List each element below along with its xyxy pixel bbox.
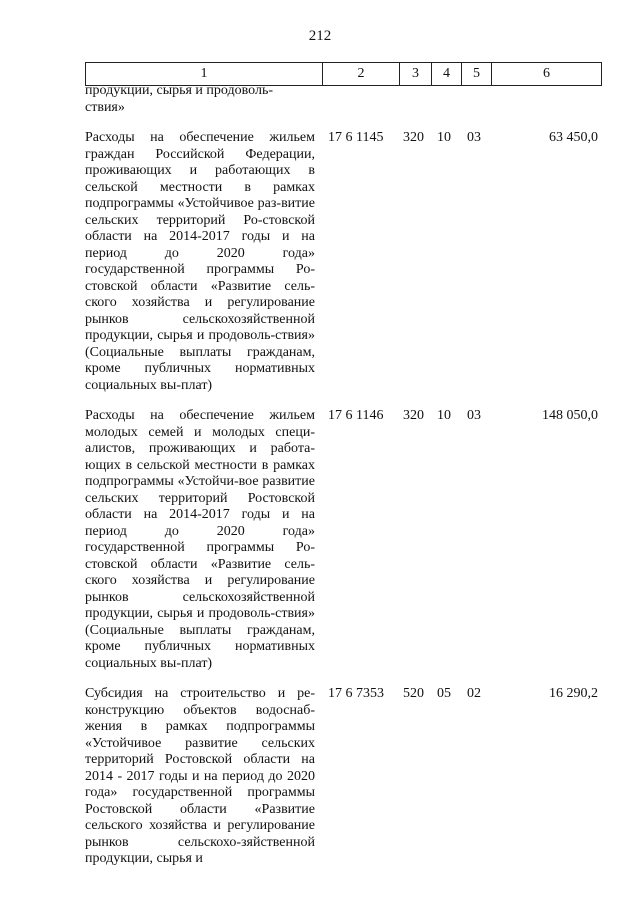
header-col-1: 1 [86,63,323,86]
row-vr: 320 [403,408,424,423]
header-col-3: 3 [400,63,432,86]
row-sum: 63 450,0 [549,130,598,145]
row-description: Расходы на обеспечение жильем граждан Российской Федерации, проживающих и работающих в сельской местности в рамках подпрограммы «Устойчивое раз-витие сельских территорий Ро-стовской области на 2014-2017 годы и на период до 2020 года» государственной программы Ро-стовской области «Развитие сель-ского хозяйства и регулирование рынков сельскохозяйственной продукции, сырья и продоволь-ствия» (Социальные выплаты гражданам, кроме публичных нормативных социальных вы-плат) [85,130,315,393]
table-row [85,83,602,116]
page-number: 212 [308,28,332,44]
table-row [85,686,602,868]
row-rz: 10 [437,408,451,423]
row-vr: 520 [403,686,424,701]
row-pr: 03 [467,408,481,423]
row-sum: 148 050,0 [542,408,598,423]
header-col-2: 2 [323,63,400,86]
row-rz: 10 [437,130,451,145]
table-body [85,83,602,882]
table-row [85,408,602,672]
header-col-5: 5 [462,63,492,86]
row-description: Субсидия на строительство и ре-конструкцию объектов водоснаб-жения в рамках подпрограммы «Устойчивое развитие сельских территорий Ростовской области на 2014 - 2017 годы и на период до 2020 года» государственной программы Ростовской области «Развитие сельского хозяйства и регулирование рынков сельскохо-зяйственной продукции, сырья и [85,686,315,866]
row-description: Расходы на обеспечение жильем молодых семей и молодых специ-алистов, проживающих и работа-ющих в сельской местности в рамках подпрограммы «Устойчи-вое развитие сельских территорий Ростовской области на 2014-2017 годы и на период до 2020 года» государственной программы Ро-стовской области «Развитие сель-ского хозяйства и регулирование рынков сельскохозяйственной продукции, сырья и продоволь-ствия» (Социальные выплаты гражданам, кроме публичных нормативных социальных вы-плат) [85,408,315,671]
header-col-4: 4 [432,63,462,86]
row-code: 17 6 1146 [328,408,384,423]
row-sum: 16 290,2 [549,686,598,701]
row-pr: 02 [467,686,481,701]
table-row [85,130,602,394]
row-code: 17 6 7353 [328,686,384,701]
row-code: 17 6 1145 [328,130,384,145]
header-col-6: 6 [492,63,602,86]
row-pr: 03 [467,130,481,145]
row-vr: 320 [403,130,424,145]
row-rz: 05 [437,686,451,701]
row-description: продукции, сырья и продоволь- ствия» [85,83,274,115]
